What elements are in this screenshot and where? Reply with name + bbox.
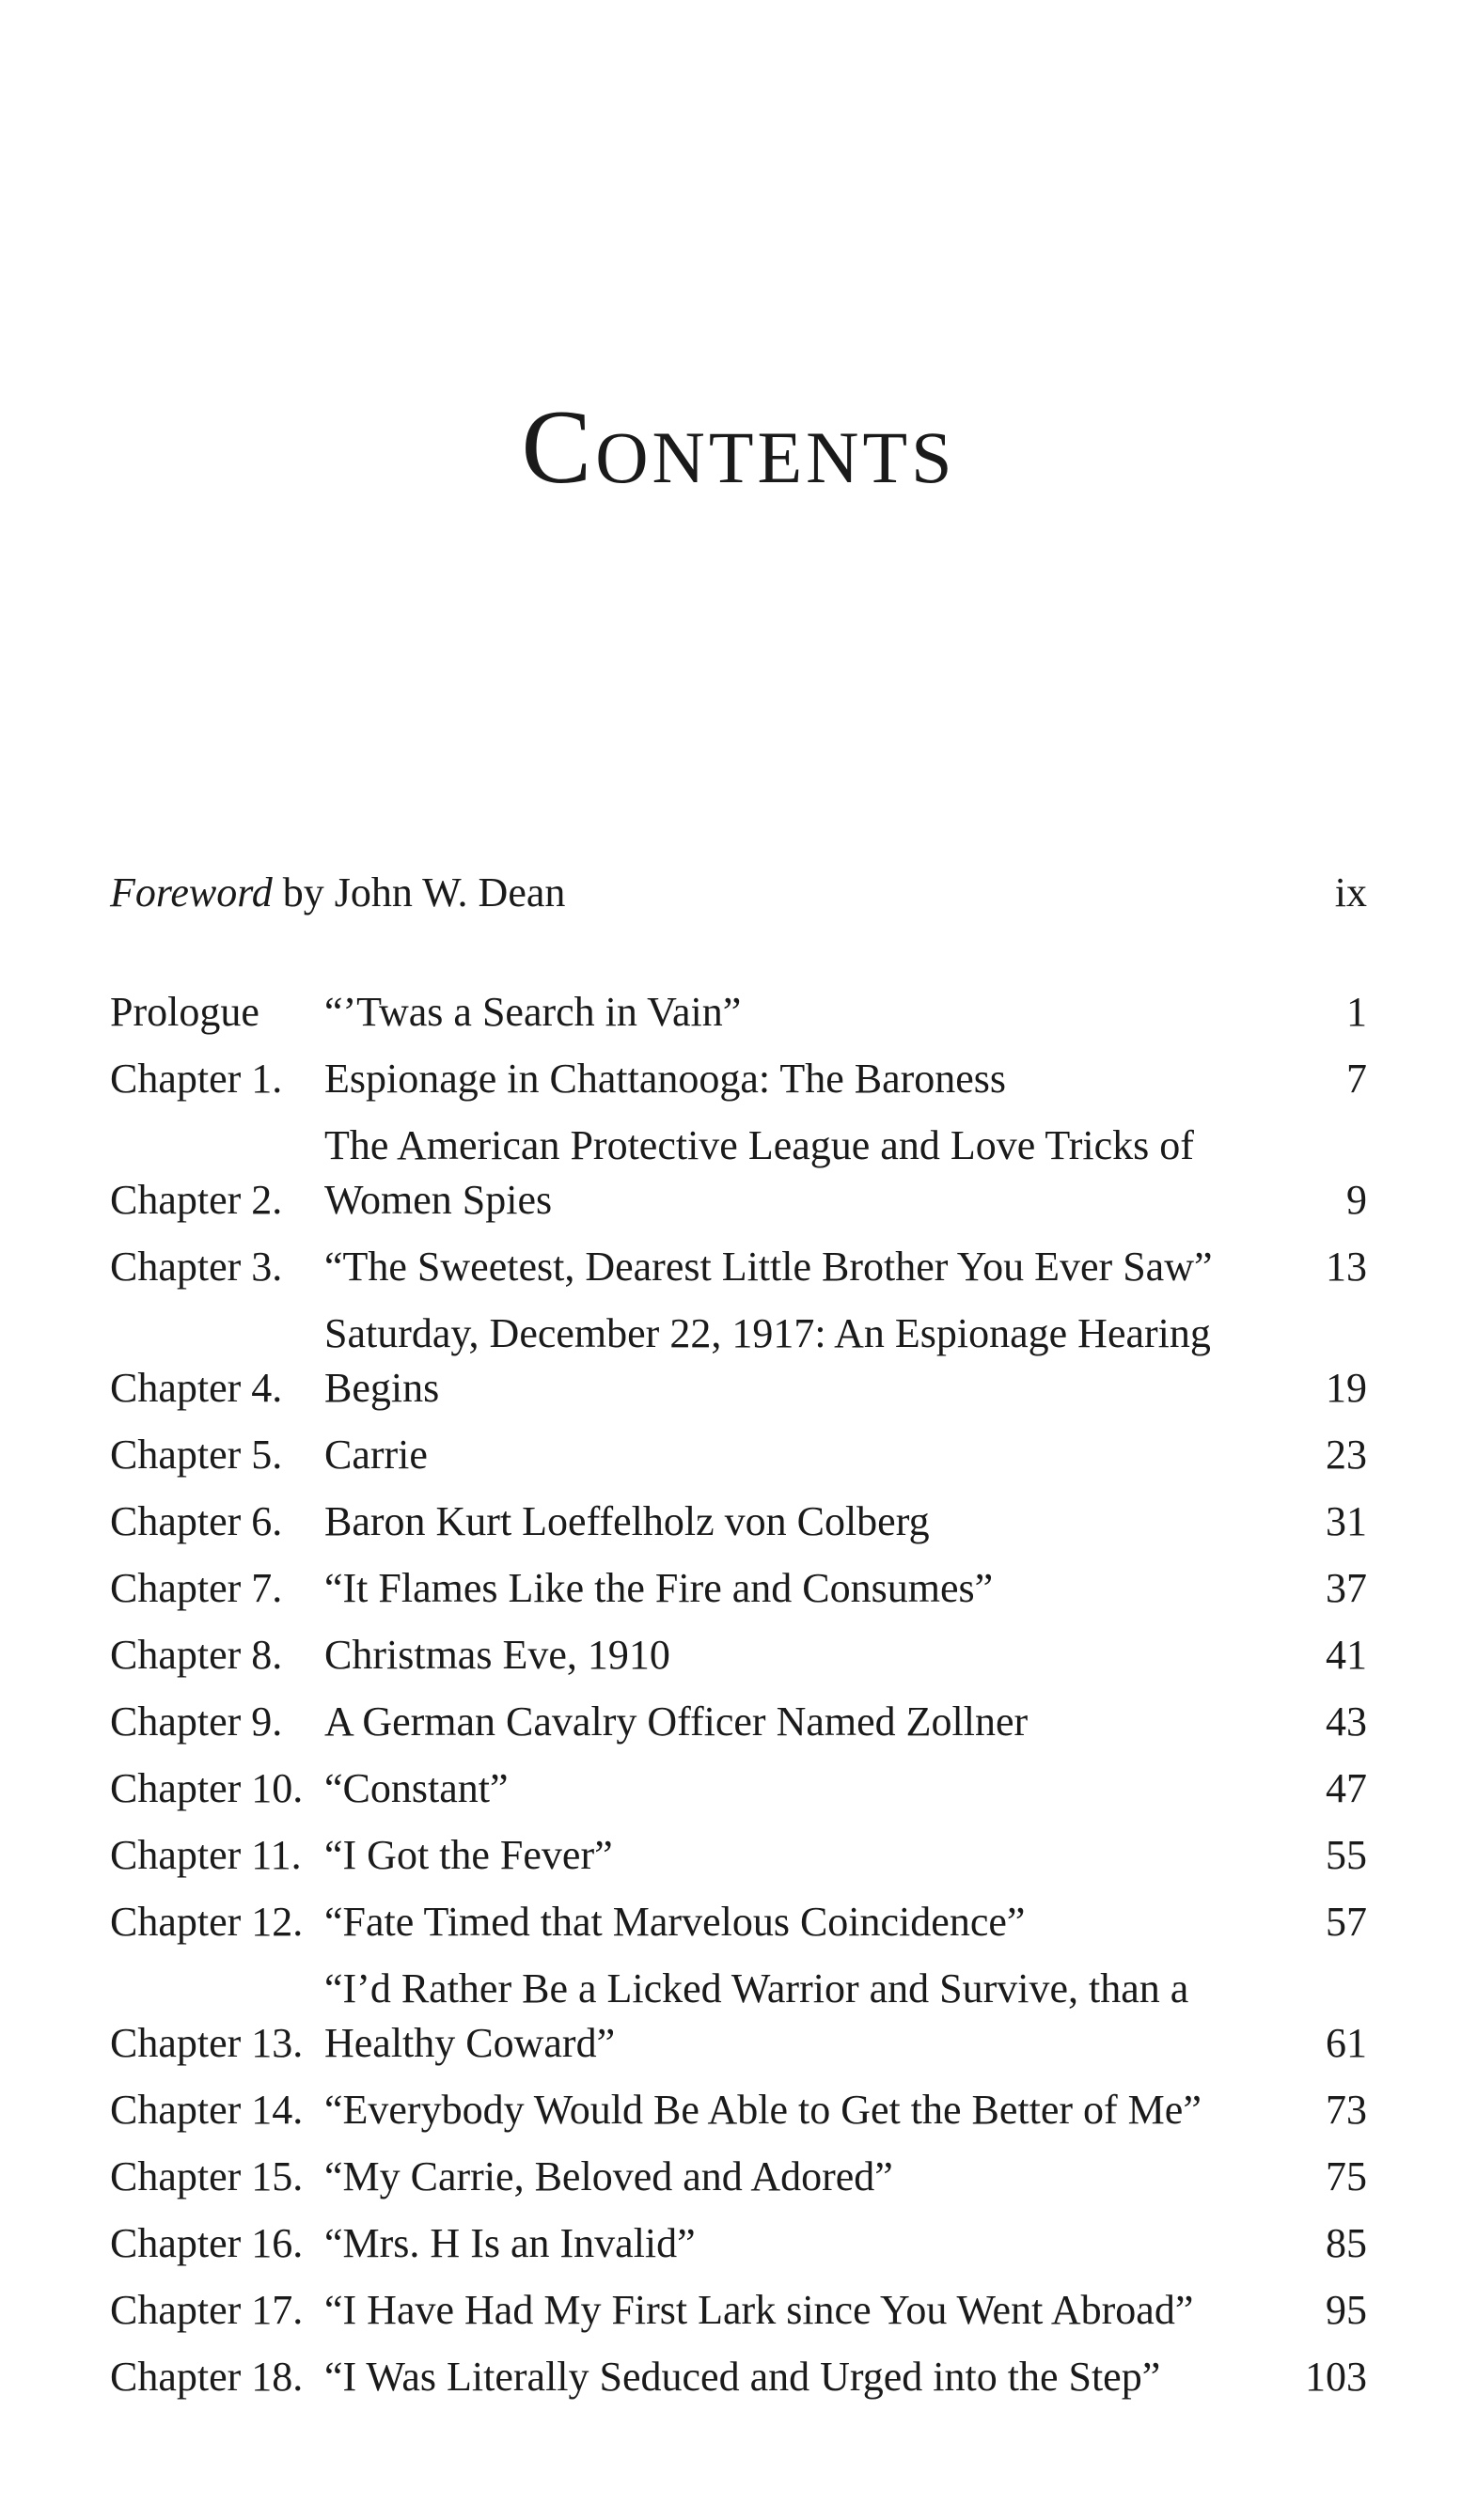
chapter-title: “I’d Rather Be a Licked Warrior and Survive, than a Healthy Coward” xyxy=(324,1965,1189,2066)
chapter-label: Chapter 18. xyxy=(110,2354,304,2400)
chapter-title: “The Sweetest, Dearest Little Brother You Ever Saw” xyxy=(324,1244,1213,1290)
page-number: 47 xyxy=(1326,1765,1367,1811)
page-number: 43 xyxy=(1326,1698,1367,1745)
chapter-title: “I Have Had My First Lark since You Went Abroad” xyxy=(324,2287,1194,2333)
toc-entry[interactable] xyxy=(110,1495,1367,1549)
chapter-title: “Fate Timed that Marvelous Coincidence” xyxy=(324,1899,1026,1945)
toc-entry[interactable] xyxy=(110,1962,1367,2071)
page-number: 75 xyxy=(1326,2153,1367,2199)
chapter-label: Chapter 4. xyxy=(110,1365,283,1411)
page-number: 19 xyxy=(1326,1365,1367,1411)
toc-entry[interactable] xyxy=(110,2083,1367,2137)
chapter-label: Chapter 14. xyxy=(110,2087,304,2133)
page-number: 57 xyxy=(1326,1899,1367,1945)
chapter-label: Chapter 15. xyxy=(110,2153,304,2199)
chapter-title: Christmas Eve, 1910 xyxy=(324,1632,670,1678)
toc-entry[interactable] xyxy=(110,2283,1367,2338)
page-number: 1 xyxy=(1346,989,1367,1035)
toc-entry[interactable] xyxy=(110,1895,1367,1949)
chapter-title: “I Got the Fever” xyxy=(324,1832,613,1878)
chapter-label: Chapter 2. xyxy=(110,1177,283,1223)
page-number: 9 xyxy=(1346,1177,1367,1223)
foreword-entry[interactable] xyxy=(110,863,1367,923)
page-number: 37 xyxy=(1326,1565,1367,1611)
toc-entry[interactable] xyxy=(110,1761,1367,1816)
toc-entry[interactable] xyxy=(110,1628,1367,1683)
toc-entry[interactable] xyxy=(110,1428,1367,1482)
chapter-label: Chapter 1. xyxy=(110,1056,283,1102)
chapter-title: “Constant” xyxy=(324,1765,509,1811)
chapter-title: Saturday, December 22, 1917: An Espionage Hearing Begins xyxy=(324,1310,1211,1411)
toc-entry[interactable] xyxy=(110,2350,1367,2404)
chapter-title: A German Cavalry Officer Named Zollner xyxy=(324,1698,1029,1745)
chapter-title: “Mrs. H Is an Invalid” xyxy=(324,2220,696,2266)
chapter-title: Baron Kurt Loeffelholz von Colberg xyxy=(324,1498,930,1544)
page-title: Contents xyxy=(521,389,956,506)
chapter-label: Chapter 17. xyxy=(110,2287,304,2333)
chapter-label: Chapter 7. xyxy=(110,1565,283,1611)
chapter-title: “’Twas a Search in Vain” xyxy=(324,989,742,1035)
chapter-label: Chapter 11. xyxy=(110,1832,302,1878)
page-number: 73 xyxy=(1326,2087,1367,2133)
chapter-label: Chapter 16. xyxy=(110,2220,304,2266)
chapter-title: Espionage in Chattanooga: The Baroness xyxy=(324,1056,1007,1102)
foreword-author: by John W. Dean xyxy=(282,869,566,916)
toc-entry[interactable] xyxy=(110,1052,1367,1106)
toc-entry[interactable] xyxy=(110,1695,1367,1749)
chapter-label: Chapter 10. xyxy=(110,1765,304,1811)
toc-entry[interactable] xyxy=(110,2216,1367,2271)
toc-entry[interactable] xyxy=(110,1240,1367,1294)
chapter-title: The American Protective League and Love Tricks of Women Spies xyxy=(324,1122,1194,1223)
toc-entry[interactable] xyxy=(110,1828,1367,1883)
toc-entry[interactable] xyxy=(110,1307,1367,1416)
page-number: 103 xyxy=(1305,2354,1367,2400)
page-number: 13 xyxy=(1326,1244,1367,1290)
foreword-label: Foreword xyxy=(110,869,273,916)
toc-entry[interactable] xyxy=(110,1119,1367,1228)
chapter-title: “My Carrie, Beloved and Adored” xyxy=(324,2153,893,2199)
page-number: 55 xyxy=(1326,1832,1367,1878)
chapter-label: Chapter 3. xyxy=(110,1244,283,1290)
chapter-label: Chapter 6. xyxy=(110,1498,283,1544)
chapter-title: Carrie xyxy=(324,1432,428,1478)
toc-entry[interactable] xyxy=(110,2150,1367,2204)
chapter-title: “Everybody Would Be Able to Get the Better of Me” xyxy=(324,2087,1202,2133)
chapter-label: Chapter 5. xyxy=(110,1432,283,1478)
foreword-text xyxy=(110,863,565,923)
contents-list xyxy=(110,985,1367,2417)
page-number: 31 xyxy=(1326,1498,1367,1544)
chapter-label: Prologue xyxy=(110,989,259,1035)
page-number: 85 xyxy=(1326,2220,1367,2266)
page-number: 61 xyxy=(1326,2020,1367,2066)
chapter-label: Chapter 13. xyxy=(110,2020,304,2066)
page-number: 7 xyxy=(1346,1056,1367,1102)
toc-entry[interactable] xyxy=(110,1561,1367,1616)
chapter-label: Chapter 12. xyxy=(110,1899,304,1945)
chapter-label: Chapter 8. xyxy=(110,1632,283,1678)
chapter-title: “I Was Literally Seduced and Urged into the Step” xyxy=(324,2354,1161,2400)
foreword-page-number: ix xyxy=(1334,869,1367,916)
toc-entry[interactable] xyxy=(110,985,1367,1040)
chapter-title: “It Flames Like the Fire and Consumes” xyxy=(324,1565,994,1611)
page-number: 95 xyxy=(1326,2287,1367,2333)
chapter-label: Chapter 9. xyxy=(110,1698,283,1745)
page-number: 23 xyxy=(1326,1432,1367,1478)
page-number: 41 xyxy=(1326,1632,1367,1678)
